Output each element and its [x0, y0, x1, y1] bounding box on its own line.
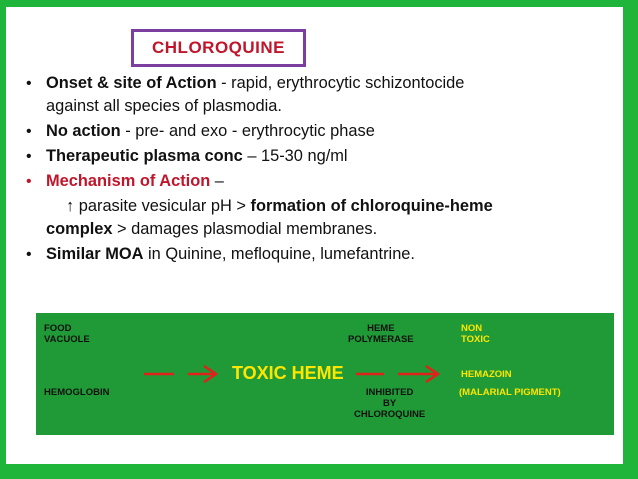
bullet-bold: No action — [46, 122, 121, 140]
detail-bold-2: complex — [46, 220, 113, 238]
slide-title: CHLOROQUINE — [152, 38, 285, 57]
arrow-left-icon — [142, 363, 222, 385]
detail-text-2: > damages plasmodial membranes. — [112, 220, 378, 238]
hemozoin-label: HEMAZOIN — [461, 369, 512, 380]
inhibited-label: INHIBITED BY CHLOROQUINE — [354, 387, 426, 420]
bullet-dot-icon: • — [26, 75, 32, 92]
malarial-pigment-label: (MALARIAL PIGMENT) — [459, 387, 561, 398]
bullet-dot-icon: • — [26, 246, 32, 263]
detail-bold: formation of chloroquine-heme — [250, 197, 493, 215]
bullet-list — [18, 72, 618, 268]
bullet-bold: Therapeutic plasma conc — [46, 147, 243, 165]
arrow-right-icon — [354, 363, 444, 385]
bullet-onset — [18, 72, 618, 118]
bullet-text: – — [210, 172, 224, 190]
bullet-mechanism — [18, 170, 618, 193]
mechanism-diagram — [36, 313, 614, 435]
bullet-bold: Similar MOA — [46, 245, 144, 263]
bullet-plasma-conc — [18, 145, 618, 168]
bullet-similar-moa — [18, 243, 618, 266]
bullet-dot-icon: • — [26, 148, 32, 165]
slide — [6, 7, 623, 464]
bullet-continuation: against all species of plasmodia. — [46, 97, 282, 115]
mechanism-detail — [18, 195, 618, 241]
detail-text: ↑ parasite vesicular pH > — [66, 197, 251, 215]
non-toxic-label: NON TOXIC — [461, 323, 490, 345]
bullet-bold: Mechanism of Action — [46, 172, 211, 190]
title-box — [131, 29, 306, 67]
bullet-text: in Quinine, mefloquine, lumefantrine. — [143, 245, 415, 263]
bullet-dot-icon: • — [26, 173, 32, 190]
heme-polymerase-label: HEME POLYMERASE — [348, 323, 414, 345]
bullet-text: – 15-30 ng/ml — [242, 147, 348, 165]
bullet-text: - pre- and exo - erythrocytic phase — [120, 122, 375, 140]
toxic-heme-label: TOXIC HEME — [232, 363, 344, 383]
food-vacuole-label: FOOD VACUOLE — [44, 323, 90, 345]
bullet-text: - rapid, erythrocytic schizontocide — [216, 74, 465, 92]
hemoglobin-label: HEMOGLOBIN — [44, 387, 110, 398]
bullet-dot-icon: • — [26, 123, 32, 140]
bullet-no-action — [18, 120, 618, 143]
bullet-bold: Onset & site of Action — [46, 74, 217, 92]
